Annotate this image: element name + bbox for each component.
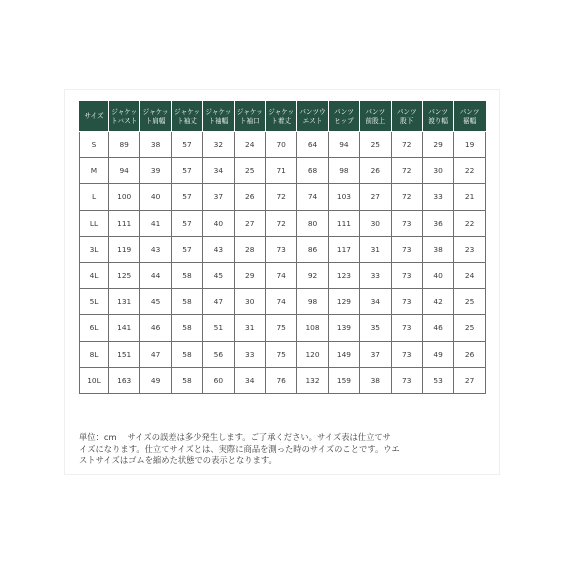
table-cell: 111 xyxy=(109,210,140,236)
size-label-cell: 4L xyxy=(80,262,109,288)
table-cell: 123 xyxy=(328,262,359,288)
table-cell: 24 xyxy=(454,262,486,288)
table-cell: 74 xyxy=(265,262,296,288)
size-table xyxy=(79,101,486,394)
table-cell: 32 xyxy=(203,132,234,158)
table-cell: 24 xyxy=(234,132,265,158)
table-cell: 41 xyxy=(140,210,171,236)
table-cell: 46 xyxy=(422,315,453,341)
header-jacket-bust: ジャケッ トバスト xyxy=(109,102,140,132)
table-cell: 73 xyxy=(391,315,422,341)
header-pants-inseam: パンツ 股下 xyxy=(391,102,422,132)
note-line-3: ストサイズはゴムを縮めた状態での表示となります。 xyxy=(79,455,277,466)
table-cell: 58 xyxy=(171,315,202,341)
table-cell: 73 xyxy=(391,289,422,315)
table-cell: 151 xyxy=(109,341,140,367)
table-cell: 72 xyxy=(391,158,422,184)
size-label-cell: LL xyxy=(80,210,109,236)
table-row xyxy=(80,236,486,262)
table-cell: 120 xyxy=(297,341,328,367)
table-cell: 34 xyxy=(203,158,234,184)
table-cell: 74 xyxy=(265,289,296,315)
table-cell: 46 xyxy=(140,315,171,341)
header-size: サイズ xyxy=(80,102,109,132)
table-cell: 40 xyxy=(140,184,171,210)
table-cell: 40 xyxy=(422,262,453,288)
table-cell: 21 xyxy=(454,184,486,210)
size-label-cell: L xyxy=(80,184,109,210)
table-cell: 31 xyxy=(360,236,391,262)
table-cell: 30 xyxy=(422,158,453,184)
header-jacket-shoulder: ジャケッ ト肩幅 xyxy=(140,102,171,132)
table-cell: 19 xyxy=(454,132,486,158)
table-cell: 25 xyxy=(454,315,486,341)
table-cell: 45 xyxy=(203,262,234,288)
table-cell: 47 xyxy=(203,289,234,315)
table-cell: 37 xyxy=(360,341,391,367)
size-label-cell: M xyxy=(80,158,109,184)
size-label-cell: 5L xyxy=(80,289,109,315)
table-cell: 72 xyxy=(391,132,422,158)
table-cell: 29 xyxy=(422,132,453,158)
table-header-row xyxy=(80,102,486,132)
table-cell: 36 xyxy=(422,210,453,236)
table-row xyxy=(80,262,486,288)
table-cell: 38 xyxy=(360,367,391,393)
table-cell: 53 xyxy=(422,367,453,393)
note-line-2: イズになります。仕立てサイズとは、実際に商品を測った時のサイズのことです。ウエ xyxy=(79,443,400,454)
table-cell: 56 xyxy=(203,341,234,367)
table-cell: 27 xyxy=(454,367,486,393)
table-cell: 75 xyxy=(265,315,296,341)
size-label-cell: 10L xyxy=(80,367,109,393)
table-cell: 42 xyxy=(422,289,453,315)
table-cell: 26 xyxy=(454,341,486,367)
header-jacket-length: ジャケッ ト着丈 xyxy=(265,102,296,132)
table-cell: 108 xyxy=(297,315,328,341)
table-cell: 57 xyxy=(171,158,202,184)
table-row xyxy=(80,341,486,367)
table-cell: 98 xyxy=(297,289,328,315)
table-cell: 38 xyxy=(140,132,171,158)
table-cell: 27 xyxy=(360,184,391,210)
table-cell: 74 xyxy=(297,184,328,210)
table-cell: 57 xyxy=(171,210,202,236)
table-body xyxy=(80,132,486,394)
note-line-1: 単位：cm サイズの誤差は多少発生します。ご了承ください。サイズ表は仕立てサ xyxy=(79,432,391,442)
table-cell: 49 xyxy=(422,341,453,367)
table-row xyxy=(80,367,486,393)
table-cell: 58 xyxy=(171,289,202,315)
table-cell: 111 xyxy=(328,210,359,236)
header-jacket-sleeve-width: ジャケッ ト袖幅 xyxy=(203,102,234,132)
table-cell: 76 xyxy=(265,367,296,393)
table-cell: 73 xyxy=(391,236,422,262)
table-cell: 73 xyxy=(391,210,422,236)
table-row xyxy=(80,158,486,184)
table-cell: 22 xyxy=(454,158,486,184)
table-cell: 73 xyxy=(265,236,296,262)
table-cell: 40 xyxy=(203,210,234,236)
table-cell: 33 xyxy=(422,184,453,210)
table-cell: 39 xyxy=(140,158,171,184)
table-cell: 100 xyxy=(109,184,140,210)
table-cell: 58 xyxy=(171,367,202,393)
table-cell: 129 xyxy=(328,289,359,315)
table-cell: 57 xyxy=(171,132,202,158)
header-jacket-cuff: ジャケッ ト袖口 xyxy=(234,102,265,132)
table-cell: 28 xyxy=(234,236,265,262)
table-cell: 163 xyxy=(109,367,140,393)
table-cell: 117 xyxy=(328,236,359,262)
size-label-cell: S xyxy=(80,132,109,158)
table-cell: 119 xyxy=(109,236,140,262)
size-label-cell: 3L xyxy=(80,236,109,262)
table-cell: 43 xyxy=(140,236,171,262)
table-cell: 57 xyxy=(171,184,202,210)
table-cell: 34 xyxy=(234,367,265,393)
table-cell: 70 xyxy=(265,132,296,158)
size-label-cell: 6L xyxy=(80,315,109,341)
header-pants-front-rise: パンツ 前股上 xyxy=(360,102,391,132)
table-cell: 43 xyxy=(203,236,234,262)
table-row xyxy=(80,184,486,210)
table-cell: 34 xyxy=(360,289,391,315)
table-cell: 45 xyxy=(140,289,171,315)
table-cell: 27 xyxy=(234,210,265,236)
header-pants-thigh: パンツ 渡り幅 xyxy=(422,102,453,132)
table-cell: 33 xyxy=(234,341,265,367)
table-cell: 58 xyxy=(171,341,202,367)
table-cell: 30 xyxy=(234,289,265,315)
table-cell: 26 xyxy=(234,184,265,210)
header-jacket-sleeve-length: ジャケッ ト袖丈 xyxy=(171,102,202,132)
table-cell: 92 xyxy=(297,262,328,288)
table-cell: 131 xyxy=(109,289,140,315)
table-cell: 22 xyxy=(454,210,486,236)
table-cell: 73 xyxy=(391,367,422,393)
table-cell: 72 xyxy=(265,210,296,236)
table-cell: 159 xyxy=(328,367,359,393)
table-cell: 25 xyxy=(454,289,486,315)
table-cell: 33 xyxy=(360,262,391,288)
table-cell: 103 xyxy=(328,184,359,210)
size-note xyxy=(79,432,489,467)
table-row xyxy=(80,315,486,341)
table-cell: 64 xyxy=(297,132,328,158)
table-cell: 72 xyxy=(391,184,422,210)
table-cell: 25 xyxy=(360,132,391,158)
table-row xyxy=(80,210,486,236)
table-cell: 35 xyxy=(360,315,391,341)
table-cell: 72 xyxy=(265,184,296,210)
table-cell: 89 xyxy=(109,132,140,158)
table-cell: 51 xyxy=(203,315,234,341)
table-cell: 139 xyxy=(328,315,359,341)
table-cell: 49 xyxy=(140,367,171,393)
table-cell: 60 xyxy=(203,367,234,393)
table-cell: 47 xyxy=(140,341,171,367)
header-pants-waist: パンツウ エスト xyxy=(297,102,328,132)
size-label-cell: 8L xyxy=(80,341,109,367)
table-cell: 68 xyxy=(297,158,328,184)
header-pants-hip: パンツ ヒップ xyxy=(328,102,359,132)
table-cell: 23 xyxy=(454,236,486,262)
table-row xyxy=(80,289,486,315)
table-cell: 94 xyxy=(328,132,359,158)
table-cell: 125 xyxy=(109,262,140,288)
table-cell: 75 xyxy=(265,341,296,367)
table-cell: 94 xyxy=(109,158,140,184)
table-cell: 73 xyxy=(391,262,422,288)
table-cell: 37 xyxy=(203,184,234,210)
table-cell: 29 xyxy=(234,262,265,288)
table-cell: 86 xyxy=(297,236,328,262)
header-pants-hem: パンツ 裾幅 xyxy=(454,102,486,132)
table-cell: 58 xyxy=(171,262,202,288)
table-cell: 25 xyxy=(234,158,265,184)
table-cell: 141 xyxy=(109,315,140,341)
table-cell: 44 xyxy=(140,262,171,288)
table-cell: 73 xyxy=(391,341,422,367)
table-cell: 149 xyxy=(328,341,359,367)
table-cell: 31 xyxy=(234,315,265,341)
table-cell: 26 xyxy=(360,158,391,184)
table-cell: 80 xyxy=(297,210,328,236)
table-cell: 98 xyxy=(328,158,359,184)
table-cell: 38 xyxy=(422,236,453,262)
table-cell: 132 xyxy=(297,367,328,393)
table-cell: 71 xyxy=(265,158,296,184)
table-cell: 57 xyxy=(171,236,202,262)
table-row xyxy=(80,132,486,158)
table-cell: 30 xyxy=(360,210,391,236)
